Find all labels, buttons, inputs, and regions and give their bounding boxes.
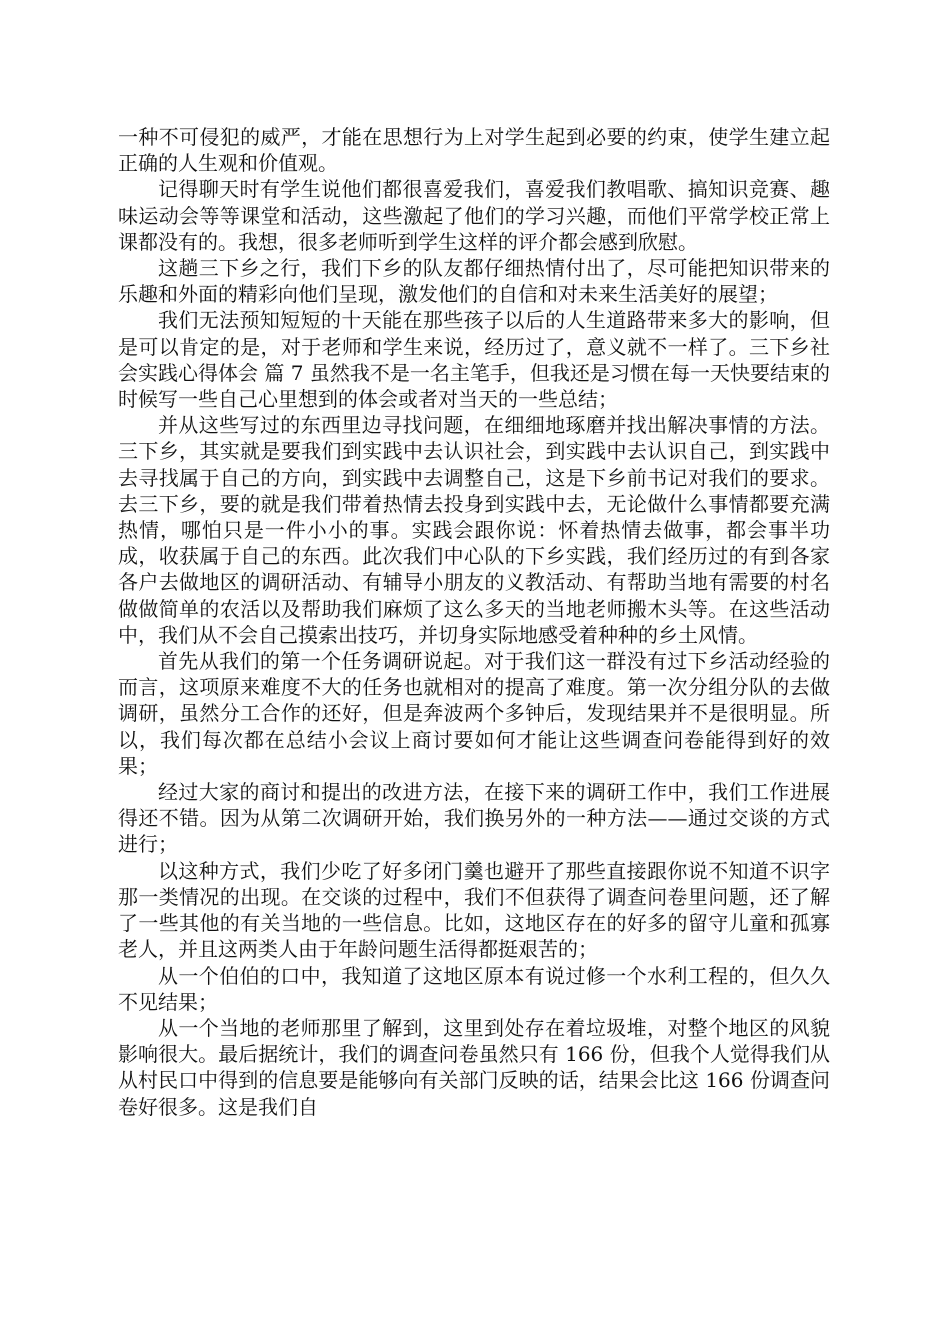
paragraph-10: 从一个当地的老师那里了解到，这里到处存在着垃圾堆，对整个地区的风貌影响很大。最后据统计，我们的调查问卷虽然只有 166 份，但我个人觉得我们从从村民口中得到的信息要是能够向有关部门反映的话，结果会比这 166 份调查问卷好很多。这是我们自 xyxy=(118,1015,830,1119)
paragraph-1: 一种不可侵犯的威严，才能在思想行为上对学生起到必要的约束，使学生建立起正确的人生观和价值观。 xyxy=(118,125,830,176)
paragraph-6: 首先从我们的第一个任务调研说起。对于我们这一群没有过下乡活动经验的而言，这项原来难度不大的任务也就相对的提高了难度。第一次分组分队的去做调研，虽然分工合作的还好，但是奔波两个多钟后，发现结果并不是很明显。所以，我们每次都在总结小会议上商讨要如何才能让这些调查问卷能得到好的效果； xyxy=(118,649,830,778)
paragraph-9: 从一个伯伯的口中，我知道了这地区原本有说过修一个水利工程的，但久久不见结果； xyxy=(118,963,830,1014)
paragraph-5: 并从这些写过的东西里边寻找问题，在细细地琢磨并找出解决事情的方法。三下乡，其实就是要我们到实践中去认识社会，到实践中去认识自己，到实践中去寻找属于自己的方向，到实践中去调整自己，这是下乡前书记对我们的要求。去三下乡，要的就是我们带着热情去投身到实践中去，无论做什么事情都要充满热情，哪怕只是一件小小的事。实践会跟你说：怀着热情去做事，都会事半功成，收获属于自己的东西。此次我们中心队的下乡实践，我们经历过的有到各家各户去做地区的调研活动、有辅导小朋友的义教活动、有帮助当地有需要的村名做做简单的农活以及帮助我们麻烦了这么多天的当地老师搬木头等。在这些活动中，我们从不会自己摸索出技巧，并切身实际地感受着种种的乡土风情。 xyxy=(118,413,830,647)
paragraph-2: 记得聊天时有学生说他们都很喜爱我们，喜爱我们教唱歌、搞知识竞赛、趣味运动会等等课堂和活动，这些激起了他们的学习兴趣，而他们平常学校正常上课都没有的。我想，很多老师听到学生这样的评介都会感到欣慰。 xyxy=(118,177,830,254)
document-page xyxy=(118,124,830,1120)
paragraph-3: 这趟三下乡之行，我们下乡的队友都仔细热情付出了，尽可能把知识带来的乐趣和外面的精彩向他们呈现，激发他们的自信和对未来生活美好的展望； xyxy=(118,256,830,307)
paragraph-4: 我们无法预知短短的十天能在那些孩子以后的人生道路带来多大的影响，但是可以肯定的是，对于老师和学生来说，经历过了，意义就不一样了。三下乡社会实践心得体会 篇 7 虽然我不是一名主笔手，但我还是习惯在每一天快要结束的时候写一些自己心里想到的体会或者对当天的一些总结； xyxy=(118,308,830,412)
paragraph-8: 以这种方式，我们少吃了好多闭门羹也避开了那些直接跟你说不知道不识字那一类情况的出现。在交谈的过程中，我们不但获得了调查问卷里问题，还了解了一些其他的有关当地的一些信息。比如，这地区存在的好多的留守儿童和孤寡老人，并且这两类人由于年龄问题生活得都挺艰苦的； xyxy=(118,858,830,962)
paragraph-7: 经过大家的商讨和提出的改进方法，在接下来的调研工作中，我们工作进展得还不错。因为从第二次调研开始，我们换另外的一种方法——通过交谈的方式进行； xyxy=(118,780,830,857)
